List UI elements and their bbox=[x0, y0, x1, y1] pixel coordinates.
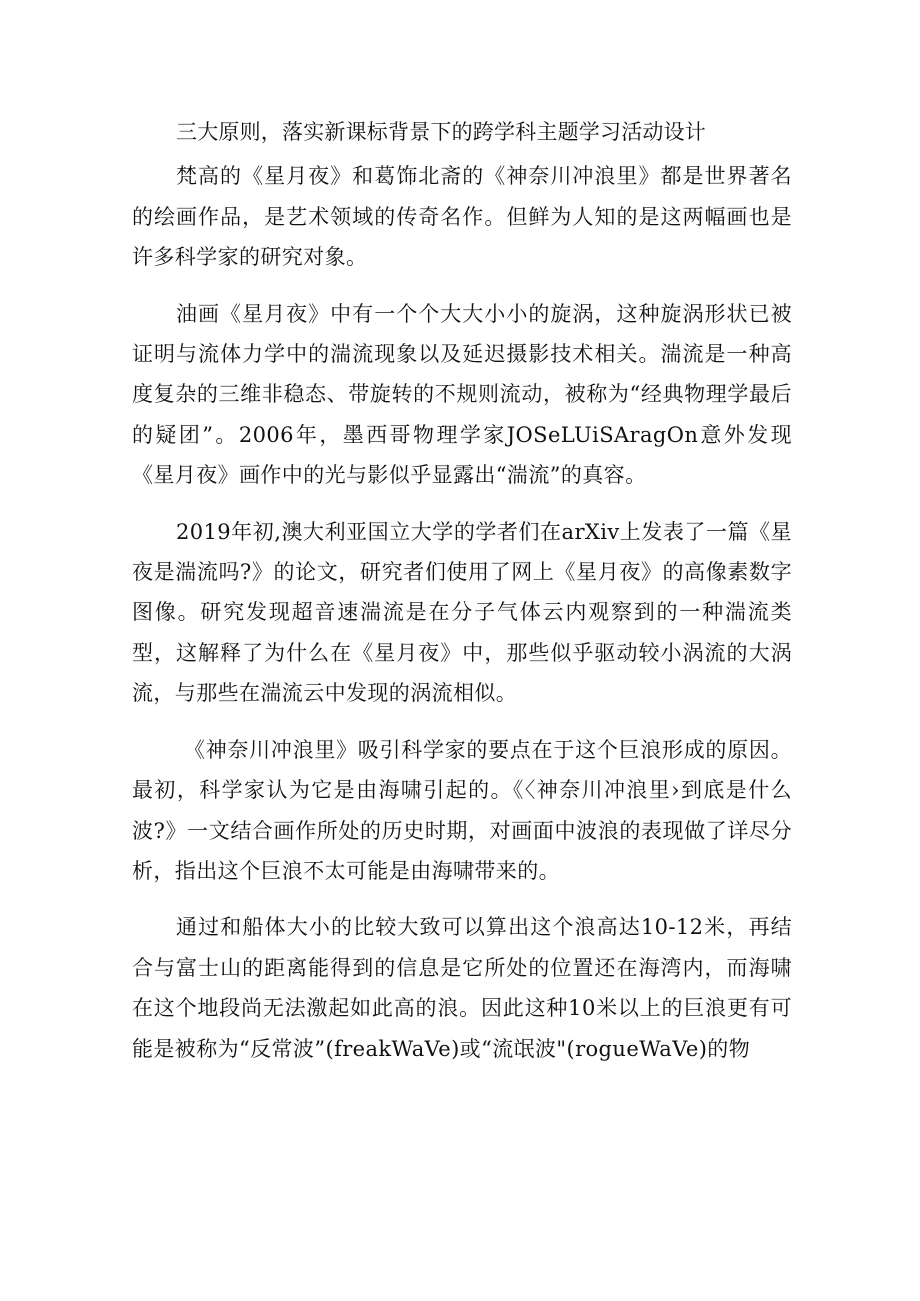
document-title: 三大原则，落实新课标背景下的跨学科主题学习活动设计 bbox=[176, 120, 706, 144]
paragraph-starry-night: 油画《星月夜》中有一个个大大小小的旋涡，这种旋涡形状已被证明与流体力学中的湍流现象以及延迟摄影技术相关。湍流是一种高度复杂的三维非稳态、带旋转的不规则流动，被称为“经典物理学最后的疑团”。2006年，墨西哥物理学家JOSeLUiSAragOn意外发现《星月夜》画作中的光与影似乎显露出“湍流”的真容。 bbox=[132, 301, 792, 488]
document-body bbox=[132, 112, 792, 1085]
paragraph-arxiv-study: 2019年初,澳大利亚国立大学的学者们在arXiv上发表了一篇《星夜是湍流吗?》的论文，研究者们使用了网上《星月夜》的高像素数字图像。研究发现超音速湍流是在分子气体云内观察到的一种湍流类型，这解释了为什么在《星月夜》中，那些似乎驱动较小涡流的大涡流，与那些在湍流云中发现的涡流相似。 bbox=[132, 519, 792, 706]
paragraph-intro: 梵高的《星月夜》和葛饰北斋的《神奈川冲浪里》都是世界著名的绘画作品，是艺术领域的传奇名作。但鲜为人知的是这两幅画也是许多科学家的研究对象。 bbox=[132, 164, 792, 270]
paragraph-wave-height: 通过和船体大小的比较大致可以算出这个浪高达10-12米，再结合与富士山的距离能得到的信息是它所处的位置还在海湾内，而海啸在这个地段尚无法激起如此高的浪。因此这种10米以上的巨浪更有可能是被称为“反常波”(freakWaVe)或“流氓波"(rogueWaVe)的物 bbox=[132, 915, 792, 1061]
paragraph-great-wave: 《神奈川冲浪里》吸引科学家的要点在于这个巨浪形成的原因。最初，科学家认为它是由海啸引起的。《〈神奈川冲浪里›到底是什么波?》一文结合画作所处的历史时期，对画面中波浪的表现做了详尽分析，指出这个巨浪不太可能是由海啸带来的。 bbox=[132, 737, 792, 883]
